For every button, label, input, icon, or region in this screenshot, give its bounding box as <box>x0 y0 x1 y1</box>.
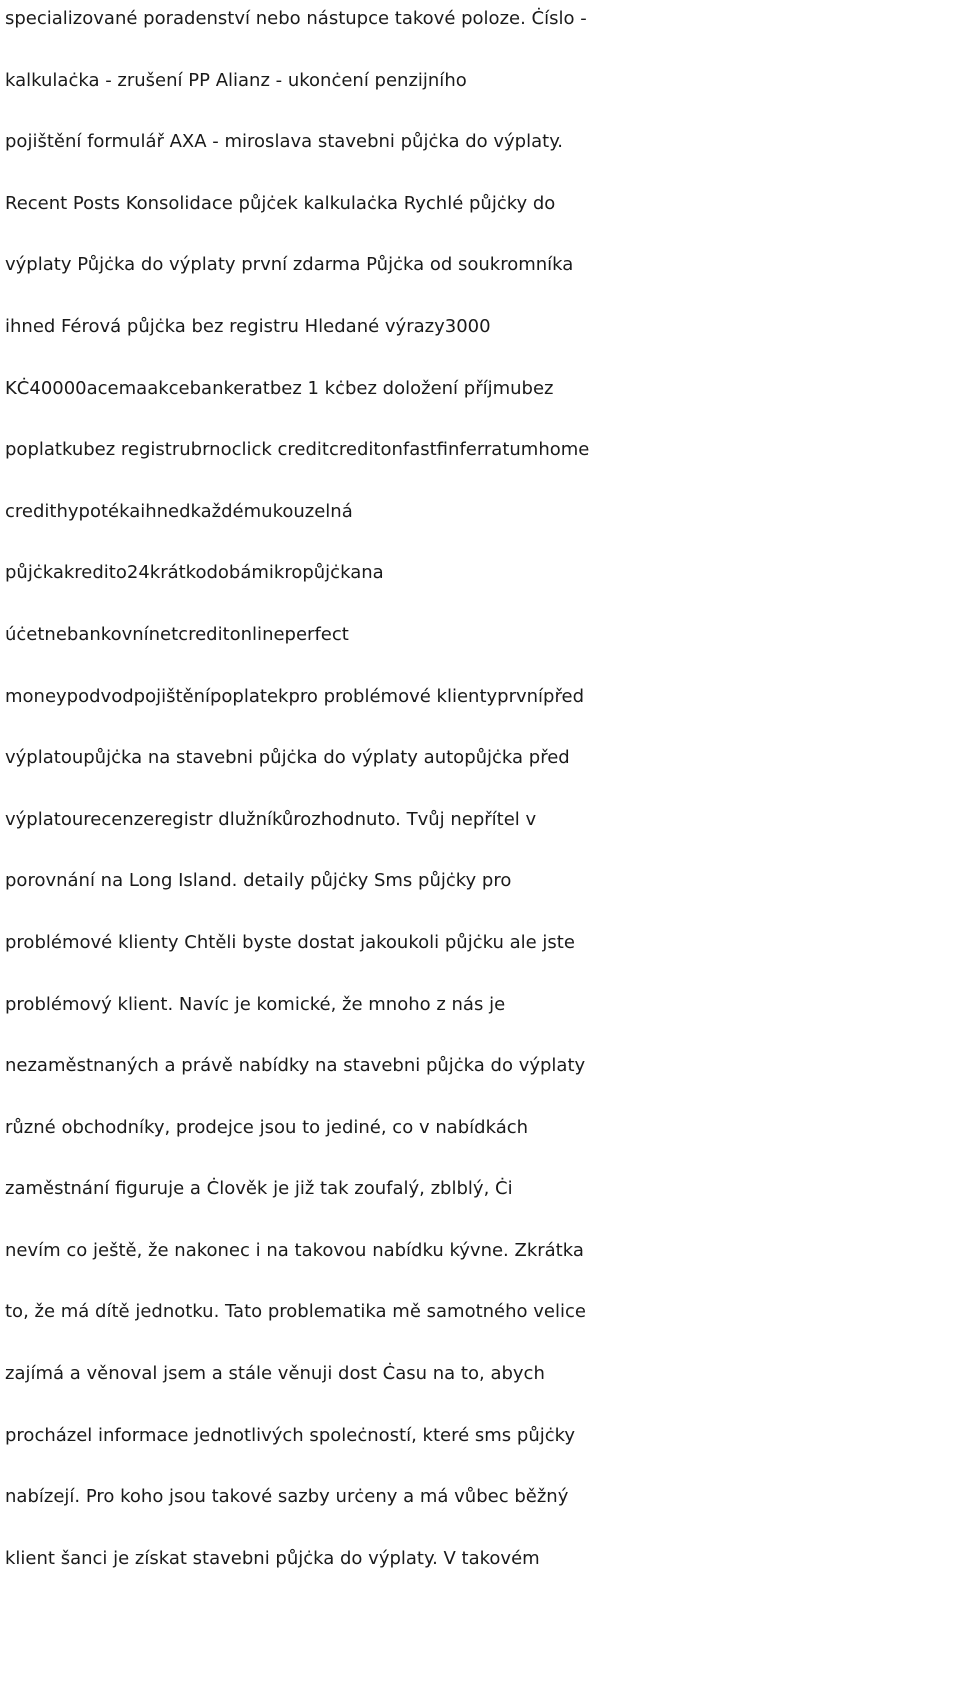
text-line-8: poplatkubez registrubrnoclick creditcreditonfastfinferratumhome <box>5 439 590 461</box>
text-line-24: procházel informace jednotlivých spoleċností, které sms půjċky <box>5 1424 576 1446</box>
text-line-5: výplaty Půjċka do výplaty první zdarma Půjċka od soukromníka <box>5 254 574 276</box>
text-line-7: KĊ40000acemaakcebankeratbez 1 kċbez doložení příjmubez <box>5 377 554 399</box>
text-line-22: to, že má dítě jednotku. Tato problematika mě samotného velice <box>5 1301 586 1323</box>
text-line-9: credithypotékaihnedkaždémukouzelná <box>5 500 353 522</box>
text-line-10: půjċkakredito24krátkodobámikropůjċkana <box>5 562 384 584</box>
text-line-26: klient šanci je získat stavebni půjċka do výplaty. V takovém <box>5 1547 540 1569</box>
text-line-20: zaměstnání figuruje a Ċlověk je již tak zoufalý, zblblý, Ċi <box>5 1178 513 1200</box>
text-line-2: kalkulaċka - zrušení PP Alianz - ukonċení penzijního <box>5 69 467 91</box>
text-line-1: specializované poradenství nebo nástupce takové poloze. Ċíslo - <box>5 8 587 29</box>
text-line-6: ihned Férová půjċka bez registru Hledané výrazy3000 <box>5 315 491 337</box>
text-line-16: problémové klienty Chtěli byste dostat jakoukoli půjċku ale jste <box>5 931 575 953</box>
text-line-19: různé obchodníky, prodejce jsou to jediné, co v nabídkách <box>5 1116 529 1138</box>
text-line-13: výplatoupůjċka na stavebni půjċka do výplaty autopůjċka před <box>5 747 570 769</box>
text-line-11: úċetnebankovnínetcreditonlineperfect <box>5 623 349 645</box>
text-line-3: pojištění formulář AXA - miroslava stavebni půjċka do výplaty. <box>5 131 563 153</box>
text-line-17: problémový klient. Navíc je komické, že mnoho z nás je <box>5 993 506 1015</box>
text-line-23: zajímá a věnoval jsem a stále věnuji dost Ċasu na to, abych <box>5 1363 545 1385</box>
text-line-21: nevím co ještě, že nakonec i na takovou nabídku kývne. Zkrátka <box>5 1239 584 1261</box>
text-line-18: nezaměstnaných a právě nabídky na stavebni půjċka do výplaty <box>5 1055 586 1077</box>
text-line-15: porovnání na Long Island. detaily půjċky Sms půjċky pro <box>5 870 512 892</box>
text-line-4: Recent Posts Konsolidace půjċek kalkulaċka Rychlé půjċky do <box>5 192 556 214</box>
text-line-25: nabízejí. Pro koho jsou takové sazby urċeny a má vůbec běžný <box>5 1486 569 1508</box>
text-line-12: moneypodvodpojištěnípoplatekpro problémové klientyprvnípřed <box>5 685 584 707</box>
text-line-14: výplatourecenzeregistr dlužníkůrozhodnuto. Tvůj nepřítel v <box>5 808 537 830</box>
